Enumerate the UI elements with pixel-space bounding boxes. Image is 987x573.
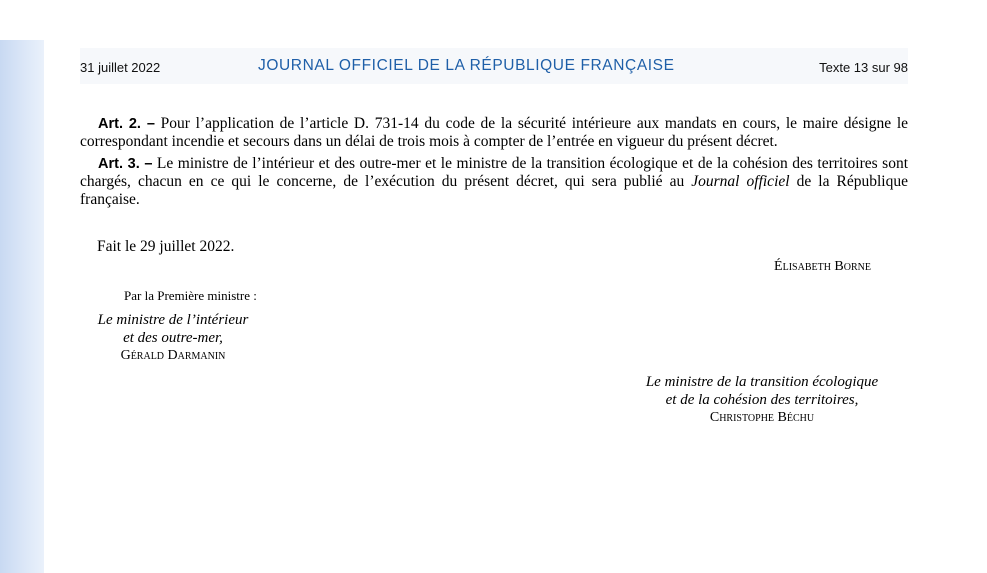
left-margin-strip xyxy=(0,0,44,573)
journal-title: JOURNAL OFFICIEL DE LA RÉPUBLIQUE FRANÇAISE xyxy=(258,57,675,74)
signatory-ecology-role-1: Le ministre de la transition écologique xyxy=(645,374,879,390)
fait-date: Fait le 29 juillet 2022. xyxy=(97,238,235,255)
publication-date: 31 juillet 2022 xyxy=(80,60,161,75)
signatory-interior-role-1: Le ministre de l’intérieur xyxy=(97,312,249,328)
signatory-ecology-role-2: et de la cohésion des territoires, xyxy=(665,392,859,408)
signatory-ecology-name: Christophe Béchu xyxy=(709,410,815,425)
signatory-interior-name: Gérald Darmanin xyxy=(120,348,226,363)
article-3 xyxy=(80,155,908,209)
prime-minister-signature: Élisabeth Borne xyxy=(774,259,871,274)
article-3-text-after: de la République française. xyxy=(80,173,908,208)
article-2-label: Art. 2. – xyxy=(98,116,155,132)
article-2 xyxy=(80,115,908,151)
decree-body xyxy=(80,115,908,213)
signatory-interior-role-2: et des outre-mer, xyxy=(123,330,223,346)
par-la-premiere-ministre: Par la Première ministre : xyxy=(124,288,257,303)
article-3-label: Art. 3. – xyxy=(98,156,153,172)
article-3-text-before: Le ministre de l’intérieur et des outre-mer et le ministre de la transition écologique et de la cohésion des territoires sont chargés, chacun en ce qui le concerne, de l’exécution du présent décret, qui sera publié au xyxy=(80,155,908,190)
left-margin-top xyxy=(0,0,44,40)
page-info: Texte 13 sur 98 xyxy=(819,60,908,75)
signatory-interior xyxy=(80,311,266,365)
article-2-text: Pour l’application de l’article D. 731-14 du code de la sécurité intérieure aux mandats en cours, le maire désigne le correspondant incendie et secours dans un délai de trois mois à compter de l’entrée en vigueur du présent décret. xyxy=(80,115,909,150)
signatory-ecology xyxy=(615,373,909,427)
article-3-italic: Journal officiel xyxy=(691,173,790,190)
page-header xyxy=(80,48,908,84)
